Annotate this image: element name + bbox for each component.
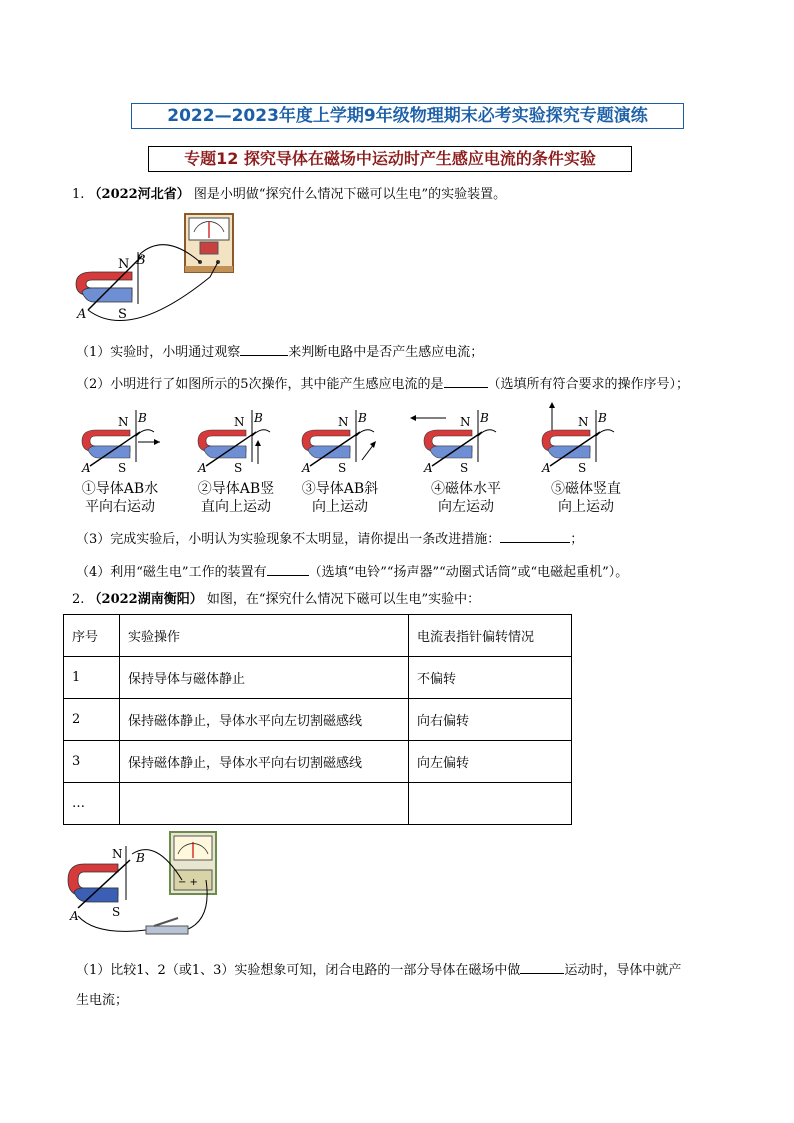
table-cell: 3 bbox=[64, 741, 120, 783]
ammeter-icon bbox=[170, 832, 216, 894]
op4-caption: ④磁体水平 向左运动 bbox=[431, 481, 501, 515]
svg-text:B: B bbox=[480, 411, 489, 425]
op3-caption: ③导体AB斜 向上运动 bbox=[301, 481, 379, 515]
q2-source: （2022湖南衡阳） bbox=[88, 592, 203, 607]
svg-text:N: N bbox=[578, 415, 589, 429]
table-cell: 不偏转 bbox=[409, 657, 572, 699]
q1-part3-text-end: ； bbox=[570, 532, 584, 547]
u-magnet-icon bbox=[76, 272, 132, 302]
q2-label-s: S bbox=[112, 905, 121, 919]
op4-figure bbox=[410, 406, 510, 474]
q2-label-a: A bbox=[70, 909, 79, 923]
q1-part2-text-end: （选填所有符合要求的操作序号）； bbox=[487, 377, 690, 392]
q2-stem bbox=[72, 591, 480, 609]
q2-label-b: B bbox=[136, 851, 145, 865]
table-cell: 2 bbox=[64, 699, 120, 741]
table-row bbox=[64, 699, 572, 741]
table-cell: 向右偏转 bbox=[409, 699, 572, 741]
q2-stem-text: 如图，在“探究什么情况下磁可以生电”实验中： bbox=[206, 592, 481, 607]
q2-part1-text-mid: 运动时，导体中就产 bbox=[564, 963, 682, 978]
q1-part4-text-end: （选填“电铃”“扬声器”“动圈式话筒”或“电磁起重机”）。 bbox=[308, 565, 629, 580]
table-row bbox=[64, 657, 572, 699]
q1-part3-blank[interactable] bbox=[500, 528, 570, 543]
topic-subtitle: 专题12 探究导体在磁场中运动时产生感应电流的条件实验 bbox=[148, 146, 632, 172]
op2-figure bbox=[194, 406, 284, 474]
q1-part1-blank[interactable] bbox=[240, 341, 288, 356]
svg-text:A: A bbox=[82, 461, 91, 474]
svg-text:B: B bbox=[358, 411, 367, 425]
q2-part1-blank[interactable] bbox=[520, 959, 564, 974]
q1-stem bbox=[72, 186, 506, 204]
svg-text:− +: − + bbox=[178, 877, 198, 888]
svg-text:N: N bbox=[460, 415, 471, 429]
q1-number: 1. bbox=[72, 187, 85, 202]
svg-text:N: N bbox=[118, 415, 129, 429]
table-cell bbox=[409, 783, 572, 825]
table-header: 实验操作 bbox=[120, 615, 409, 657]
svg-text:S: S bbox=[578, 461, 587, 474]
label-n: N bbox=[118, 257, 130, 272]
q1-part1 bbox=[76, 341, 483, 362]
svg-text:S: S bbox=[234, 461, 243, 474]
q1-part4 bbox=[76, 561, 628, 582]
op5-figure bbox=[538, 400, 628, 474]
svg-text:A: A bbox=[542, 461, 551, 474]
experiment-table bbox=[63, 614, 572, 825]
svg-text:B: B bbox=[598, 411, 607, 425]
table-header-row bbox=[64, 615, 572, 657]
q1-operations bbox=[70, 400, 730, 520]
q1-part3 bbox=[76, 528, 583, 549]
svg-text:S: S bbox=[338, 461, 347, 474]
q1-part3-text: （3）完成实验后，小明认为实验现象不太明显，请你提出一条改进措施： bbox=[76, 532, 501, 547]
table-row bbox=[64, 783, 572, 825]
op1-figure bbox=[78, 406, 168, 474]
svg-text:B: B bbox=[138, 411, 147, 425]
q2-apparatus-figure bbox=[66, 830, 266, 948]
table-cell: … bbox=[64, 783, 120, 825]
op3-figure bbox=[298, 406, 388, 474]
op1-caption: ①导体AB水 平向右运动 bbox=[81, 481, 159, 515]
svg-text:A: A bbox=[198, 461, 207, 474]
q1-part1-text-end: 来判断电路中是否产生感应电流； bbox=[288, 345, 484, 360]
galvanometer-icon bbox=[185, 214, 233, 272]
q1-part2-text: （2）小明进行了如图所示的5次操作，其中能产生感应电流的是 bbox=[76, 377, 444, 392]
q2-number: 2. bbox=[72, 592, 85, 607]
q1-part4-text: （4）利用“磁生电”工作的装置有 bbox=[76, 565, 267, 580]
table-header: 电流表指针偏转情况 bbox=[409, 615, 572, 657]
q1-stem-text: 图是小明做“探究什么情况下磁可以生电”的实验装置。 bbox=[193, 187, 507, 202]
op2-caption: ②导体AB竖 直向上运动 bbox=[197, 481, 275, 515]
table-cell bbox=[120, 783, 409, 825]
q1-part4-blank[interactable] bbox=[267, 561, 309, 576]
table-cell: 保持导体与磁体静止 bbox=[120, 657, 409, 699]
table-row bbox=[64, 741, 572, 783]
svg-text:A: A bbox=[424, 461, 433, 474]
svg-text:B: B bbox=[254, 411, 263, 425]
table-cell: 向左偏转 bbox=[409, 741, 572, 783]
svg-text:S: S bbox=[460, 461, 469, 474]
switch-icon bbox=[146, 918, 188, 934]
svg-text:N: N bbox=[338, 415, 349, 429]
svg-text:S: S bbox=[118, 461, 127, 474]
q1-part2 bbox=[76, 373, 689, 394]
op5-caption: ⑤磁体竖直 向上运动 bbox=[551, 481, 621, 515]
q1-apparatus-figure bbox=[70, 212, 250, 330]
q1-source: （2022河北省） bbox=[88, 187, 190, 202]
label-b: B bbox=[136, 253, 146, 268]
q2-label-n: N bbox=[112, 847, 123, 861]
u-magnet-icon bbox=[68, 864, 118, 902]
q2-part1-text: （1）比较1、2（或1、3）实验想象可知，闭合电路的一部分导体在磁场中做 bbox=[76, 963, 521, 978]
table-cell: 保持磁体静止，导体水平向右切割磁感线 bbox=[120, 741, 409, 783]
label-s: S bbox=[118, 307, 127, 322]
svg-text:A: A bbox=[302, 461, 311, 474]
q2-part1-continued: 生电流； bbox=[76, 993, 129, 1008]
q2-part1 bbox=[76, 959, 681, 980]
table-cell: 保持磁体静止，导体水平向左切割磁感线 bbox=[120, 699, 409, 741]
q1-part2-blank[interactable] bbox=[444, 373, 488, 388]
svg-text:N: N bbox=[234, 415, 245, 429]
q1-part1-text: （1）实验时，小明通过观察 bbox=[76, 345, 241, 360]
table-header: 序号 bbox=[64, 615, 120, 657]
worksheet-title: 2022—2023年度上学期9年级物理期末必考实验探究专题演练 bbox=[131, 103, 684, 129]
table-cell: 1 bbox=[64, 657, 120, 699]
label-a: A bbox=[77, 307, 87, 322]
